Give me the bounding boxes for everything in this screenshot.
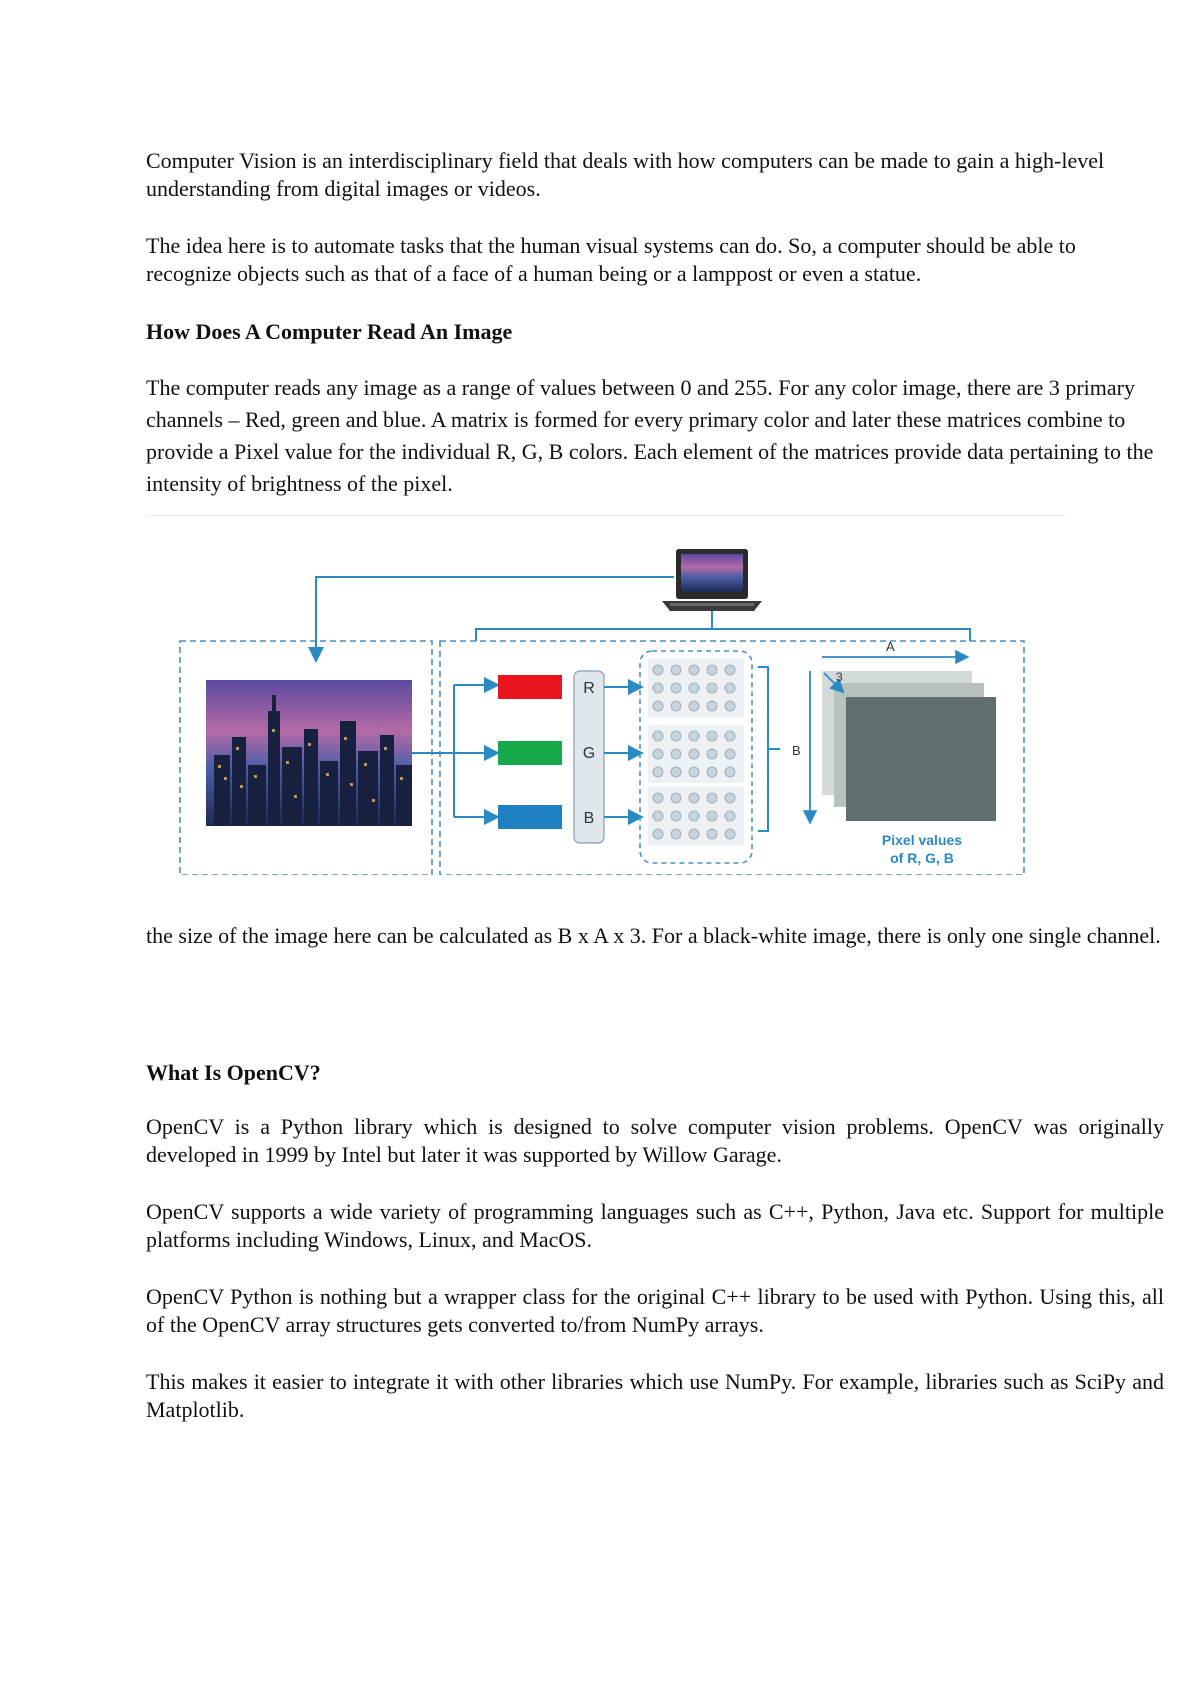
pixel-cell — [653, 793, 663, 803]
pixel-cell — [689, 811, 699, 821]
laptop-to-process-bracket — [476, 611, 970, 641]
pixel-cell — [707, 749, 717, 759]
pixel-values-caption-line2: of R, G, B — [890, 850, 954, 866]
stacked-channel-slabs — [822, 671, 996, 821]
intro-paragraph-1: Computer Vision is an interdisciplinary field that deals with how computers can be made to gain a high-level understanding from digital images or videos. — [146, 148, 1105, 201]
pixel-cell — [725, 731, 735, 741]
opencv-paragraph-4: This makes it easier to integrate it with other libraries which use NumPy. For example, libraries such as SciPy and Matplotlib. — [146, 1369, 1164, 1422]
intro-paragraph-2: The idea here is to automate tasks that the human visual systems can do. So, a computer should be able to recognize objects such as that of a face of a human being or a lamppost or even a statue. — [146, 233, 1076, 286]
pixel-cell — [653, 731, 663, 741]
pixel-cell — [725, 701, 735, 711]
section-heading-opencv: What Is OpenCV? — [146, 1060, 321, 1085]
red-channel-bar — [498, 675, 562, 699]
pixel-cell — [671, 811, 681, 821]
dimension-3-label: 3 — [836, 670, 843, 684]
pixel-cell — [653, 829, 663, 839]
channel-label-g: G — [582, 745, 596, 762]
pixel-cell — [671, 701, 681, 711]
pixel-cell — [689, 793, 699, 803]
laptop-to-image-arrow — [316, 577, 674, 659]
pixel-cell — [725, 665, 735, 675]
pixel-cell — [707, 665, 717, 675]
channel-label-r: R — [583, 680, 595, 697]
image-size-paragraph: the size of the image here can be calculated as B x A x 3. For a black-white image, there is only one single channel. — [146, 923, 1161, 948]
pixel-cell — [689, 683, 699, 693]
pixel-cell — [707, 793, 717, 803]
pixel-cell — [671, 683, 681, 693]
pixel-cell — [671, 829, 681, 839]
opencv-paragraph-2: OpenCV supports a wide variety of programming languages such as C++, Python, Java etc. Support for multiple platforms including Windows, Linux, and MacOS. — [146, 1199, 1164, 1252]
dimension-a-label: A — [886, 639, 895, 654]
pixel-cell — [725, 811, 735, 821]
pixel-cell — [653, 749, 663, 759]
figure-top-rule — [146, 515, 1066, 516]
pixel-cell — [689, 767, 699, 777]
pixel-cell — [725, 767, 735, 777]
pixel-cell — [707, 731, 717, 741]
pixel-cell — [653, 701, 663, 711]
opencv-paragraph-1: OpenCV is a Python library which is designed to solve computer vision problems. OpenCV was originally developed in 1999 by Intel but later it was supported by Willow Garage. — [146, 1114, 1164, 1167]
pixel-cell — [653, 767, 663, 777]
pixel-cell — [689, 749, 699, 759]
pixel-cell — [725, 749, 735, 759]
pixel-values-caption-line1: Pixel values — [881, 832, 963, 848]
pixel-cell — [671, 793, 681, 803]
channel-label-b: B — [583, 810, 595, 827]
pixel-cell — [707, 701, 717, 711]
pixel-cell — [653, 683, 663, 693]
opencv-paragraph-3: OpenCV Python is nothing but a wrapper class for the original C++ library to be used with Python. Using this, all of the OpenCV array structures gets converted to/from NumPy arrays. — [146, 1284, 1164, 1337]
pixel-cell — [671, 749, 681, 759]
pixel-matrices — [648, 659, 744, 845]
laptop-icon — [662, 549, 762, 611]
pixel-cell — [653, 811, 663, 821]
pixel-cell — [653, 665, 663, 675]
image-reading-paragraph: The computer reads any image as a range of values between 0 and 255. For any color image, there are 3 primary channels – Red, green and blue. A matrix is formed for every primary color and later these matrices combine to provide a Pixel value for the individual R, G, B colors. Each element of the matrices provide data pertaining to the intensity of brightness of the pixel. — [146, 375, 1154, 496]
pixel-cell — [689, 731, 699, 741]
pixel-cell — [725, 829, 735, 839]
pixel-cell — [671, 731, 681, 741]
pixel-cell — [671, 767, 681, 777]
pixel-cell — [671, 665, 681, 675]
blue-channel-bar — [498, 805, 562, 829]
dimension-b-label-side: B — [792, 743, 801, 758]
green-channel-bar — [498, 741, 562, 765]
pixel-cell — [707, 829, 717, 839]
section-heading-read-image: How Does A Computer Read An Image — [146, 319, 513, 344]
pixel-cell — [707, 811, 717, 821]
pixel-cell — [689, 701, 699, 711]
pixel-cell — [707, 683, 717, 693]
diagram-svg — [146, 515, 1066, 875]
pixel-cell — [707, 767, 717, 777]
pixel-cell — [689, 829, 699, 839]
rgb-channels-diagram — [146, 515, 1066, 875]
pixel-cell — [689, 665, 699, 675]
matrices-bracket — [758, 667, 780, 831]
city-photo — [206, 680, 412, 826]
pixel-cell — [725, 793, 735, 803]
pixel-cell — [725, 683, 735, 693]
